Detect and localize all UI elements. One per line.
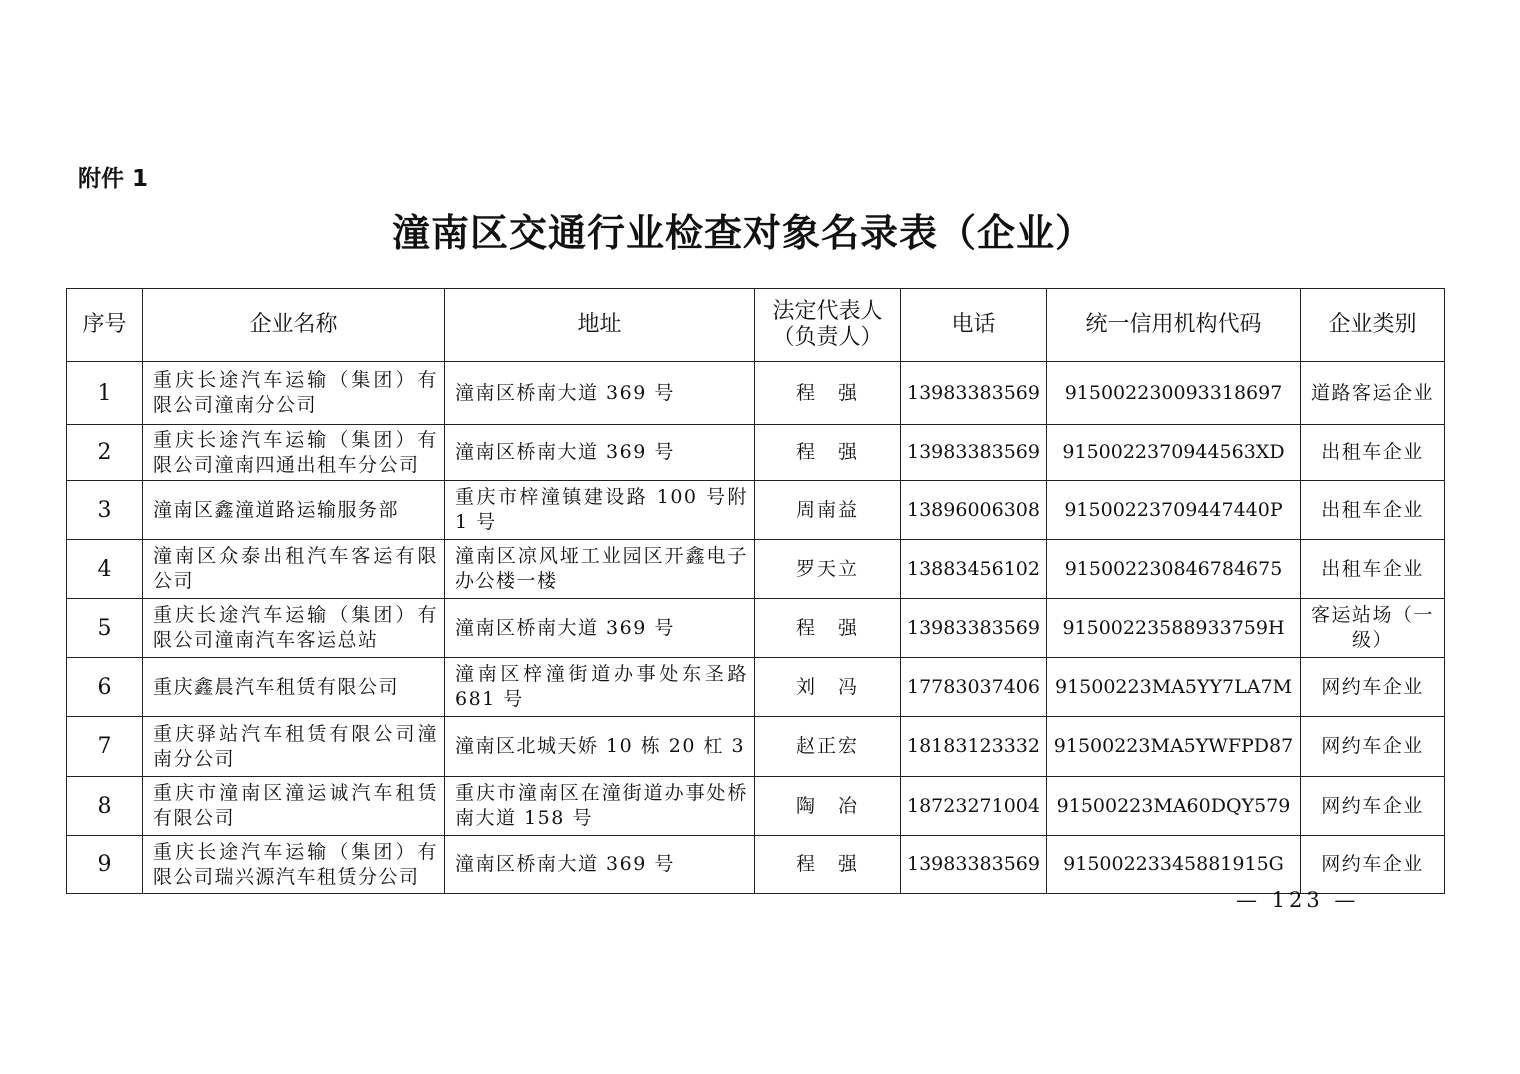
cell-category: 网约车企业	[1301, 836, 1445, 894]
cell-phone: 13983383569	[901, 599, 1047, 658]
table-row	[67, 836, 1445, 894]
cell-name: 重庆长途汽车运输（集团）有限公司潼南汽车客运总站	[143, 599, 445, 658]
table-header-row	[67, 289, 1445, 362]
cell-address: 重庆市梓潼镇建设路 100 号附 1 号	[445, 481, 755, 540]
cell-code: 91500223709447440P	[1047, 481, 1301, 540]
cell-no: 5	[67, 599, 143, 658]
attachment-label: 附件 1	[78, 166, 149, 192]
cell-code: 915002230093318697	[1047, 362, 1301, 425]
header-address: 地址	[445, 289, 755, 362]
cell-code: 915002230846784675	[1047, 540, 1301, 599]
cell-phone: 13896006308	[901, 481, 1047, 540]
header-code: 统一信用机构代码	[1047, 289, 1301, 362]
table-row	[67, 540, 1445, 599]
header-rep-line1: 法定代表人	[772, 299, 883, 324]
cell-category: 出租车企业	[1301, 425, 1445, 481]
cell-representative: 陶 冶	[755, 777, 901, 836]
page-title: 潼南区交通行业检查对象名录表（企业）	[391, 210, 1094, 255]
cell-address: 潼南区桥南大道 369 号	[445, 836, 755, 894]
cell-no: 4	[67, 540, 143, 599]
cell-phone: 13983383569	[901, 362, 1047, 425]
cell-name: 重庆市潼南区潼运诚汽车租赁有限公司	[143, 777, 445, 836]
cell-representative: 周南益	[755, 481, 901, 540]
cell-no: 6	[67, 658, 143, 717]
header-name: 企业名称	[143, 289, 445, 362]
cell-category: 网约车企业	[1301, 777, 1445, 836]
cell-address: 潼南区桥南大道 369 号	[445, 362, 755, 425]
cell-category: 道路客运企业	[1301, 362, 1445, 425]
table-row	[67, 362, 1445, 425]
cell-phone: 13883456102	[901, 540, 1047, 599]
cell-phone: 18723271004	[901, 777, 1047, 836]
cell-representative: 刘 冯	[755, 658, 901, 717]
cell-no: 7	[67, 717, 143, 777]
cell-representative: 赵正宏	[755, 717, 901, 777]
cell-no: 2	[67, 425, 143, 481]
cell-category: 出租车企业	[1301, 481, 1445, 540]
cell-phone: 17783037406	[901, 658, 1047, 717]
cell-category: 网约车企业	[1301, 717, 1445, 777]
cell-representative: 程 强	[755, 836, 901, 894]
cell-address: 潼南区桥南大道 369 号	[445, 425, 755, 481]
cell-representative: 程 强	[755, 599, 901, 658]
cell-code: 91500223MA5YY7LA7M	[1047, 658, 1301, 717]
enterprise-table	[66, 288, 1445, 894]
cell-code: 91500223345881915G	[1047, 836, 1301, 894]
cell-name: 重庆驿站汽车租赁有限公司潼南分公司	[143, 717, 445, 777]
cell-no: 3	[67, 481, 143, 540]
cell-address: 潼南区北城天娇 10 栋 20 杠 3	[445, 717, 755, 777]
cell-name: 重庆长途汽车运输（集团）有限公司潼南四通出租车分公司	[143, 425, 445, 481]
cell-category: 出租车企业	[1301, 540, 1445, 599]
cell-no: 1	[67, 362, 143, 425]
header-category: 企业类别	[1301, 289, 1445, 362]
cell-code: 91500223MA60DQY579	[1047, 777, 1301, 836]
cell-name: 重庆长途汽车运输（集团）有限公司瑞兴源汽车租赁分公司	[143, 836, 445, 894]
header-phone: 电话	[901, 289, 1047, 362]
cell-name: 重庆鑫晨汽车租赁有限公司	[143, 658, 445, 717]
header-rep-line2: （负责人）	[772, 325, 883, 350]
cell-phone: 13983383569	[901, 836, 1047, 894]
cell-no: 9	[67, 836, 143, 894]
table-row	[67, 777, 1445, 836]
cell-code: 91500223588933759H	[1047, 599, 1301, 658]
cell-representative: 罗天立	[755, 540, 901, 599]
cell-name: 潼南区鑫潼道路运输服务部	[143, 481, 445, 540]
table-row	[67, 599, 1445, 658]
cell-name: 潼南区众泰出租汽车客运有限公司	[143, 540, 445, 599]
cell-category: 网约车企业	[1301, 658, 1445, 717]
cell-code: 9150022370944563XD	[1047, 425, 1301, 481]
cell-category: 客运站场（一级）	[1301, 599, 1445, 658]
header-no: 序号	[67, 289, 143, 362]
cell-representative: 程 强	[755, 362, 901, 425]
table-row	[67, 717, 1445, 777]
header-representative	[755, 289, 901, 362]
cell-address: 潼南区桥南大道 369 号	[445, 599, 755, 658]
cell-no: 8	[67, 777, 143, 836]
page-number: — 123 —	[1236, 888, 1360, 912]
cell-name: 重庆长途汽车运输（集团）有限公司潼南分公司	[143, 362, 445, 425]
cell-address: 潼南区凉风垭工业园区开鑫电子办公楼一楼	[445, 540, 755, 599]
cell-code: 91500223MA5YWFPD87	[1047, 717, 1301, 777]
table-row	[67, 658, 1445, 717]
cell-address: 潼南区梓潼街道办事处东圣路 681 号	[445, 658, 755, 717]
cell-representative: 程 强	[755, 425, 901, 481]
table-row	[67, 481, 1445, 540]
table-row	[67, 425, 1445, 481]
cell-phone: 18183123332	[901, 717, 1047, 777]
cell-phone: 13983383569	[901, 425, 1047, 481]
cell-address: 重庆市潼南区在潼街道办事处桥南大道 158 号	[445, 777, 755, 836]
